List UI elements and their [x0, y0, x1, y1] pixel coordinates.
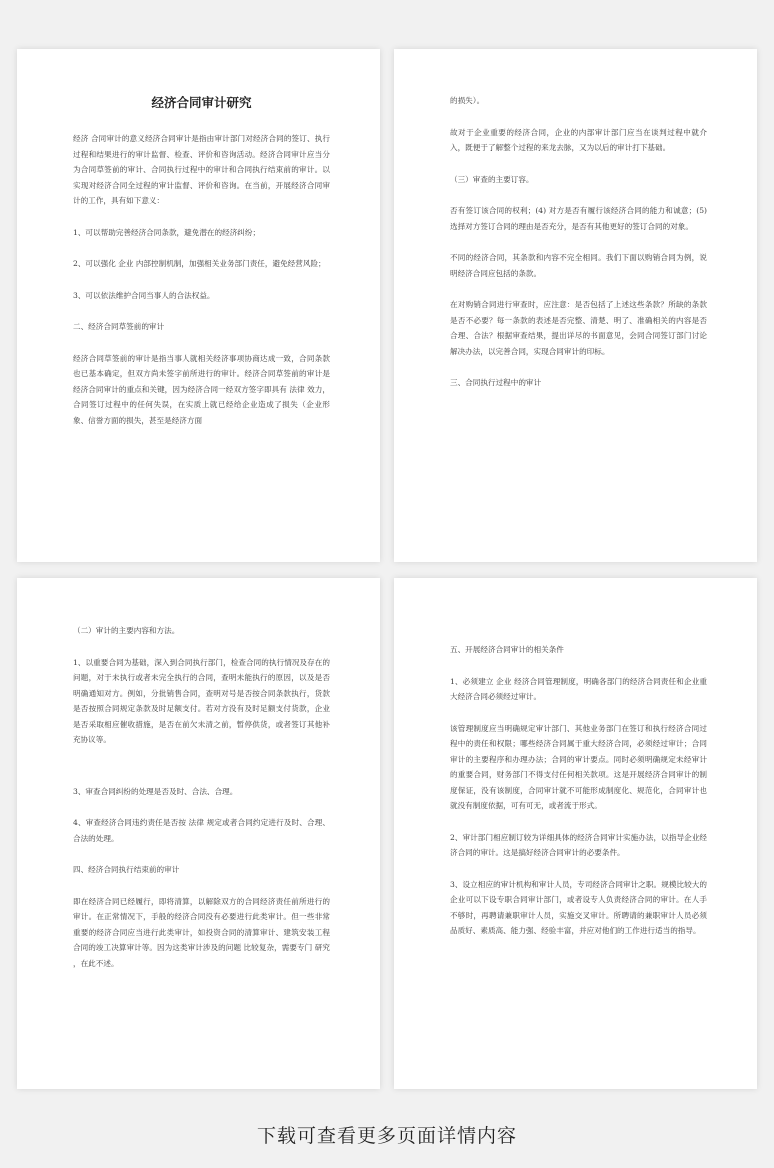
document-page-3 [17, 578, 380, 1089]
section-heading: 三、合同执行过程中的审计 [450, 378, 542, 387]
section-heading: 二、经济合同草签前的审计 [73, 322, 165, 331]
paragraph: 1、必须建立 企业 经济合同管理制度，明确各部门的经济合同责任和企业重大经济合同必须经过审计。 [450, 676, 707, 701]
paragraph: 在对购销合同进行审查时，应注意：是否包括了上述这些条款？所缺的条款是否不必要？每一条款的表述是否完整、清楚、明了、准确相关的内容是否合理、合法？根据审查结果，提出详尽的书面意见，会同合同签订部门讨论解决办法，以完善合同，实现合同审计的印标。 [450, 300, 707, 356]
document-title: 经济合同审计研究 [151, 95, 252, 110]
paragraph: 该管理制度应当明确规定审计部门、其他业务部门在签订和执行经济合同过程中的责任和权限；哪些经济合同属于重大经济合同，必须经过审计；合同审计的主要程序和办理办法；合同的审计要点。同时必须明确规定未经审计的重要合同，财务部门不得支付任何相关款项。这是开展经济合同审计的制度保证，没有该制度，合同审计就不可能形成制度化、规范化，合同审计也就没有制度依据，可有可无，或者流于形式。 [450, 723, 707, 810]
document-page-4 [394, 578, 757, 1089]
document-page-1 [17, 49, 380, 562]
paragraph: 否有签订该合同的权利；(4) 对方是否有履行该经济合同的能力和诚意；(5) 选择对方签订合同的理由是否充分，是否有其他更好的签订合同的对象。 [450, 206, 707, 231]
paragraph: 经济 合同审计的意义经济合同审计是指由审计部门对经济合同的签订、执行过程和结果进行的审计监督、检查、评价和咨询活动。经济合同审计应当分为合同草签前的审计、合同执行过程中的审计和合同执行结束前的审计。以实现对经济合同全过程的审计监督、评价和咨询。在当前，开展经济合同审计的工作，具有如下意义： [73, 134, 330, 205]
document-page-2 [394, 49, 757, 562]
paragraph: 3、审查合同纠纷的处理是否及时、合法、合理。 [73, 786, 238, 796]
paragraph: 故对于企业重要的经济合同，企业的内部审计部门应当在谈判过程中就介入，既便于了解整个过程的来龙去脉，又为以后的审计打下基础。 [450, 127, 707, 152]
paragraph: 3、设立相应的审计机构和审计人员，专司经济合同审计之职。规模比较大的企业可以下设专职合同审计部门，或者设专人负责经济合同的审计。在人手不够时，再聘请兼职审计人员，实施交叉审计。所聘请的兼职审计人员必须品质好、素质高、能力强、经验丰富，并应对他们的工作进行适当的指导。 [450, 879, 707, 935]
paragraph: 经济合同草签前的审计是指当事人就相关经济事项协商达成一致，合同条款也已基本确定，但双方尚未签字前所进行的审计。经济合同草签前的审计是经济合同审计的重点和关键，因为经济合同一经双方签字即具有 法律 效力，合同签订过程中的任何失误，在实质上就已经给企业造成了损失（企业形象、信誉方面的损失，甚至是经济方面 [73, 353, 330, 425]
section-heading: 四、经济合同执行结束前的审计 [73, 865, 180, 874]
paragraph: 即在经济合同已经履行，即将清算，以解除双方的合同经济责任前所进行的审计。在正常情况下，手般的经济合同没有必要进行此类审计。但一些非常重要的经济合同应当进行此类审计，如投资合同的清算审计、建筑安装工程合同的竣工决算审计等。因为这类审计涉及的问题 比较复杂，需要专门 研究 ，在此不述。 [73, 896, 330, 968]
section-heading: 五、开展经济合同审计的相关条件 [450, 645, 564, 654]
section-heading: （二）审计的主要内容和方法。 [73, 626, 180, 635]
paragraph: 2、可以强化 企业 内部控制机制，加强相关业务部门责任，避免经营风险； [73, 259, 326, 268]
paragraph: 不同的经济合同，其条款和内容不完全相同。我们下面以购销合同为例，说明经济合同应包括的条款。 [450, 253, 707, 278]
paragraph: 1、可以帮助完善经济合同条款，避免潜在的经济纠纷； [73, 227, 261, 237]
download-more-prompt[interactable]: 下载可查看更多页面详情内容 [256, 1124, 517, 1147]
paragraph: 的损失）。 [450, 96, 485, 105]
paragraph: 4、审查经济合同违约责任是否按 法律 规定或者合同约定进行及时、合理、合法的处理。 [73, 818, 330, 843]
paragraph: 1、以重要合同为基础，深入到合同执行部门，检查合同的执行情况及存在的问题，对于未执行或者未完全执行的合同，查明未能执行的原因，以及是否明确通知对方。例如，分批销售合同，查明对号是否按合同条款执行，货款是否按照合同规定条款及时足额支付。若对方没有及时足额支付货款，企业是否采取相应催收措施，是否在前欠未清之前，暂停供货，或者签订其他补充协议等。 [73, 657, 330, 744]
section-heading: （三）审查的主要订容。 [450, 174, 534, 184]
paragraph: 2、审计部门相应制订较为详细具体的经济合同审计实施办法，以指导企业经济合同的审计。这是搞好经济合同审计的必要条件。 [450, 832, 707, 857]
paragraph: 3、可以依法维护合同当事人的合法权益。 [73, 290, 215, 300]
